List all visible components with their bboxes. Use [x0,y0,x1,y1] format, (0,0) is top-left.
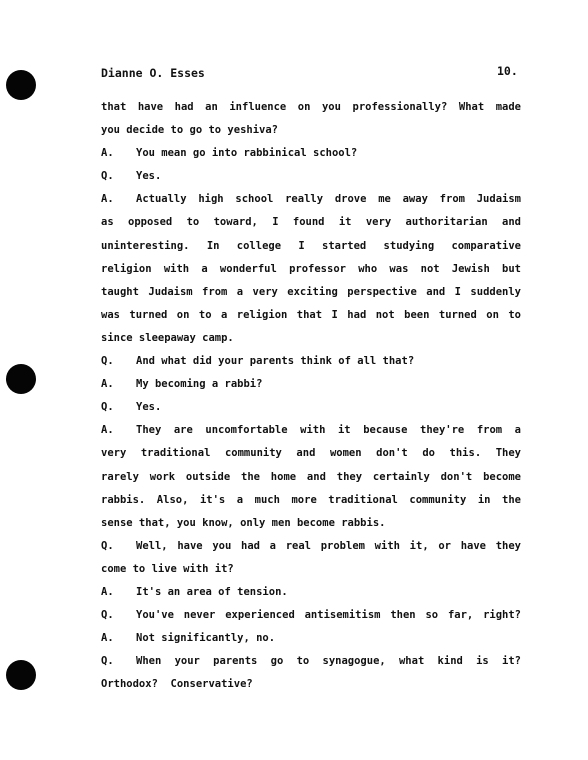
transcript-line [101,627,521,650]
speaker-tag: Q. [101,539,114,552]
interviewee-name: Dianne O. Esses [101,66,205,80]
line-text: It's an area of tension. [136,585,288,598]
line-text: You've never experienced antisemitism then so far, right? [136,609,521,622]
line-text: Orthodox? Conservative? [101,678,253,691]
line-text: taught Judaism from a very exciting perspective and I suddenly [101,285,521,298]
line-text: rarely work outside the home and they certainly don't become [101,470,521,483]
binder-hole-bottom [6,660,36,690]
speaker-tag: Q. [101,655,114,668]
transcript-line [101,235,521,258]
line-text: that have had an influence on you professionally? What made [101,101,521,113]
line-text: Yes. [136,170,162,183]
line-text: sense that, you know, only men become rabbis. [101,516,386,529]
transcript-line [101,650,521,673]
speaker-tag: A. [101,632,114,645]
transcript-line [101,419,521,442]
transcript-line [101,96,521,119]
speaker-tag: A. [101,378,114,391]
transcript-line [101,142,521,165]
speaker-tag: A. [101,193,114,206]
line-text: uninteresting. In college I started studying comparative [101,239,521,252]
transcript-line [101,466,521,489]
speaker-tag: Q. [101,401,114,414]
transcript-line [101,581,521,604]
transcript-line [101,512,521,535]
transcript-line [101,673,521,696]
transcript-line [101,373,521,396]
transcript-line [101,119,521,142]
transcript-line [101,350,521,373]
transcript-line [101,558,521,581]
line-text: My becoming a rabbi? [136,378,263,391]
binder-hole-middle [6,364,36,394]
binder-hole-top [6,70,36,100]
line-text: They are uncomfortable with it because they're from a [136,424,521,437]
transcript-line [101,442,521,465]
line-text: You mean go into rabbinical school? [136,147,358,160]
speaker-tag: A. [101,424,114,437]
line-text: Not significantly, no. [136,632,276,645]
transcript-line [101,304,521,327]
line-text: as opposed to toward, I found it very authoritarian and [101,216,521,229]
transcript-line [101,535,521,558]
line-text: you decide to go to yeshiva? [101,124,279,137]
transcript-line [101,211,521,234]
page-number: 10. [497,64,518,78]
line-text: since sleepaway camp. [101,331,234,344]
speaker-tag: A. [101,147,114,160]
transcript-line [101,188,521,211]
speaker-tag: Q. [101,355,114,368]
transcript-line [101,165,521,188]
line-text: And what did your parents think of all that? [136,355,415,368]
speaker-tag: Q. [101,170,114,183]
line-text: Well, have you had a real problem with it, or have they [136,539,521,552]
line-text: was turned on to a religion that I had not been turned on to [101,308,521,321]
line-text: religion with a wonderful professor who was not Jewish but [101,262,521,275]
transcript-line [101,258,521,281]
line-text: Yes. [136,401,162,414]
transcript-body [101,96,521,696]
speaker-tag: A. [101,585,114,598]
line-text: very traditional community and women don't do this. They [101,447,521,460]
transcript-line [101,604,521,627]
line-text: When your parents go to synagogue, what kind is it? [136,655,521,668]
transcript-line [101,281,521,304]
line-text: Actually high school really drove me away from Judaism [136,193,521,206]
transcript-line [101,396,521,419]
speaker-tag: Q. [101,609,114,622]
line-text: rabbis. Also, it's a much more traditional community in the [101,493,521,506]
transcript-line [101,489,521,512]
line-text: come to live with it? [101,562,234,575]
transcript-line [101,327,521,350]
